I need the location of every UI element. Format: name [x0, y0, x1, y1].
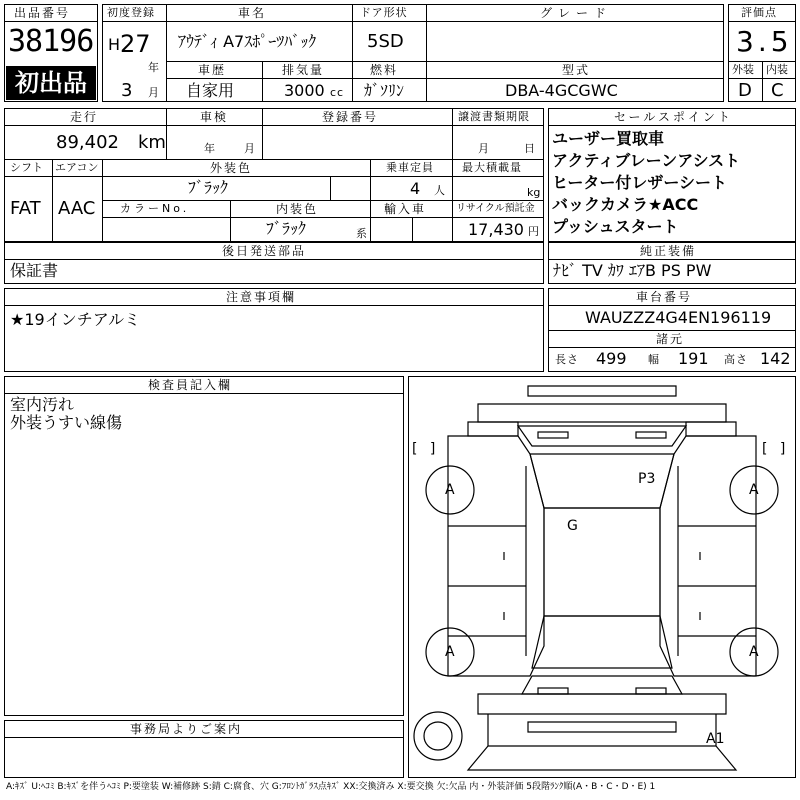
inspection-year-unit: 年	[204, 142, 216, 155]
shift: FAT	[10, 198, 41, 219]
mark-glass: G	[567, 518, 578, 534]
mark-roof: P3	[638, 471, 656, 487]
score-label: 評価点	[741, 6, 777, 19]
width-label: 幅	[648, 353, 660, 366]
capacity-label: 乗車定員	[386, 161, 434, 174]
height: 142	[760, 349, 791, 368]
sales-point-5: プッシュスタート	[552, 217, 679, 236]
bracket-right: [ ]	[762, 441, 790, 457]
transfer-label: 譲渡書類期限	[458, 110, 530, 123]
ext-color: ﾌﾞﾗｯｸ	[188, 178, 229, 197]
plate-label: 登録番号	[322, 110, 379, 124]
reg-year: 27	[120, 30, 151, 58]
legend: A:ｷｽﾞ U:ﾍｺﾐ B:ｷｽﾞを伴うﾍｺﾐ P:要塗装 W:補修跡 S:錆 C:腐食、穴 G:ﾌﾛﾝﾄｶﾞﾗｽ点ｷｽﾞ XX:交換済み X:要交換 欠:欠品 内・外装評価 5段階ﾗﾝｸ順(A・B・C・D・E) 1	[6, 782, 656, 792]
int-color-label: 内装色	[276, 202, 319, 216]
mark-wheel-fr: A	[749, 482, 759, 498]
office-label: 事務局よりご案内	[130, 722, 243, 736]
door-label: ドア形状	[360, 6, 408, 19]
car-name-label: 車名	[238, 6, 267, 20]
inspection-label: 車検	[200, 110, 229, 124]
capacity-unit: 人	[434, 184, 445, 197]
recycle-unit: 円	[528, 225, 539, 238]
ext-grade-label: 外装	[732, 63, 754, 76]
mark-wheel-rr: A	[749, 644, 759, 660]
car-name: ｱｳﾃﾞｨ A7ｽﾎﾟｰﾂﾊﾞｯｸ	[178, 32, 317, 51]
shift-label: シフト	[10, 161, 43, 174]
inspector-line-1: 室内汚れ	[10, 395, 75, 414]
reg-month-unit: 月	[148, 86, 160, 99]
model: DBA-4GCGWC	[505, 81, 618, 100]
reg-month: 3	[121, 80, 133, 101]
lot-number: 38196	[8, 24, 94, 59]
bracket-left: [ ]	[412, 441, 440, 457]
model-label: 型式	[562, 63, 591, 77]
inspection-month-unit: 月	[244, 142, 256, 155]
fuel: ｶﾞｿﾘﾝ	[364, 81, 405, 100]
first-listing-badge	[6, 66, 96, 100]
displacement-unit: cc	[330, 86, 345, 99]
score: 3.5	[736, 25, 793, 58]
transfer-month-unit: 月	[478, 142, 490, 155]
int-grade: C	[771, 80, 784, 101]
chassis-number: WAUZZZ4G4EN196119	[585, 308, 772, 327]
inspector-line-2: 外装うすい線傷	[10, 413, 123, 432]
era: H	[108, 35, 121, 54]
recycle-label: リサイクル預託金	[456, 203, 535, 214]
mileage-unit: km	[138, 132, 166, 153]
ext-color-label: 外装色	[210, 161, 253, 175]
transfer-day-unit: 日	[524, 142, 536, 155]
inspector-label: 検査員記入欄	[148, 378, 233, 392]
car-diagram	[408, 376, 796, 778]
int-grade-label: 内装	[766, 63, 788, 76]
fuel-label: 燃料	[370, 63, 399, 77]
notes: ★19インチアルミ	[10, 310, 141, 329]
sales-point-2: アクティブレーンアシスト	[552, 151, 741, 170]
load-unit: kg	[527, 186, 541, 199]
reg-label: 初度登録	[107, 6, 155, 19]
length: 499	[596, 349, 627, 368]
sales-point-3: ヒーター付レザーシート	[552, 173, 728, 192]
int-color-unit: 系	[356, 227, 367, 240]
later-parts-label: 後日発送部品	[222, 244, 307, 258]
first-listing-badge-text: 初出品	[15, 69, 87, 97]
history-label: 車歴	[198, 63, 227, 77]
notes-label: 注意事項欄	[226, 290, 297, 304]
ac-label: エアコン	[55, 161, 99, 174]
dims-label: 諸元	[656, 332, 685, 346]
mileage-label: 走行	[70, 110, 99, 124]
history: 自家用	[186, 81, 235, 100]
reg-year-unit: 年	[148, 61, 160, 74]
int-color: ﾌﾞﾗｯｸ	[266, 219, 307, 238]
mileage: 89,402	[56, 132, 119, 153]
displacement: 3000	[284, 81, 325, 100]
color-no-label: カラーNo.	[120, 202, 190, 215]
ext-grade: D	[738, 80, 752, 101]
width: 191	[678, 349, 709, 368]
sales-point-4: バックカメラ★ACC	[552, 195, 699, 214]
door-type: 5SD	[367, 31, 404, 52]
lot-number-label: 出品番号	[14, 6, 71, 20]
ac: AAC	[58, 198, 96, 219]
mark-wheel-fl: A	[445, 482, 455, 498]
equipment-label: 純正装備	[640, 244, 697, 258]
capacity: 4	[410, 179, 421, 198]
grade-label: グレード	[540, 6, 613, 20]
length-label: 長さ	[555, 353, 579, 366]
chassis-label: 車台番号	[636, 290, 693, 304]
mark-rear: A1	[706, 731, 725, 747]
mark-wheel-rl: A	[445, 644, 455, 660]
displacement-label: 排気量	[282, 63, 325, 77]
sales-point-1: ユーザー買取車	[552, 129, 665, 148]
equipment: ﾅﾋﾞ TV ｶﾜ ｴｱB PS PW	[553, 261, 712, 280]
later-parts: 保証書	[10, 261, 59, 280]
load-label: 最大積載量	[462, 161, 522, 174]
recycle-fee: 17,430	[468, 220, 524, 239]
sales-point-label: セールスポイント	[614, 110, 733, 124]
import-label: 輸入車	[384, 202, 427, 216]
height-label: 高さ	[724, 353, 748, 366]
